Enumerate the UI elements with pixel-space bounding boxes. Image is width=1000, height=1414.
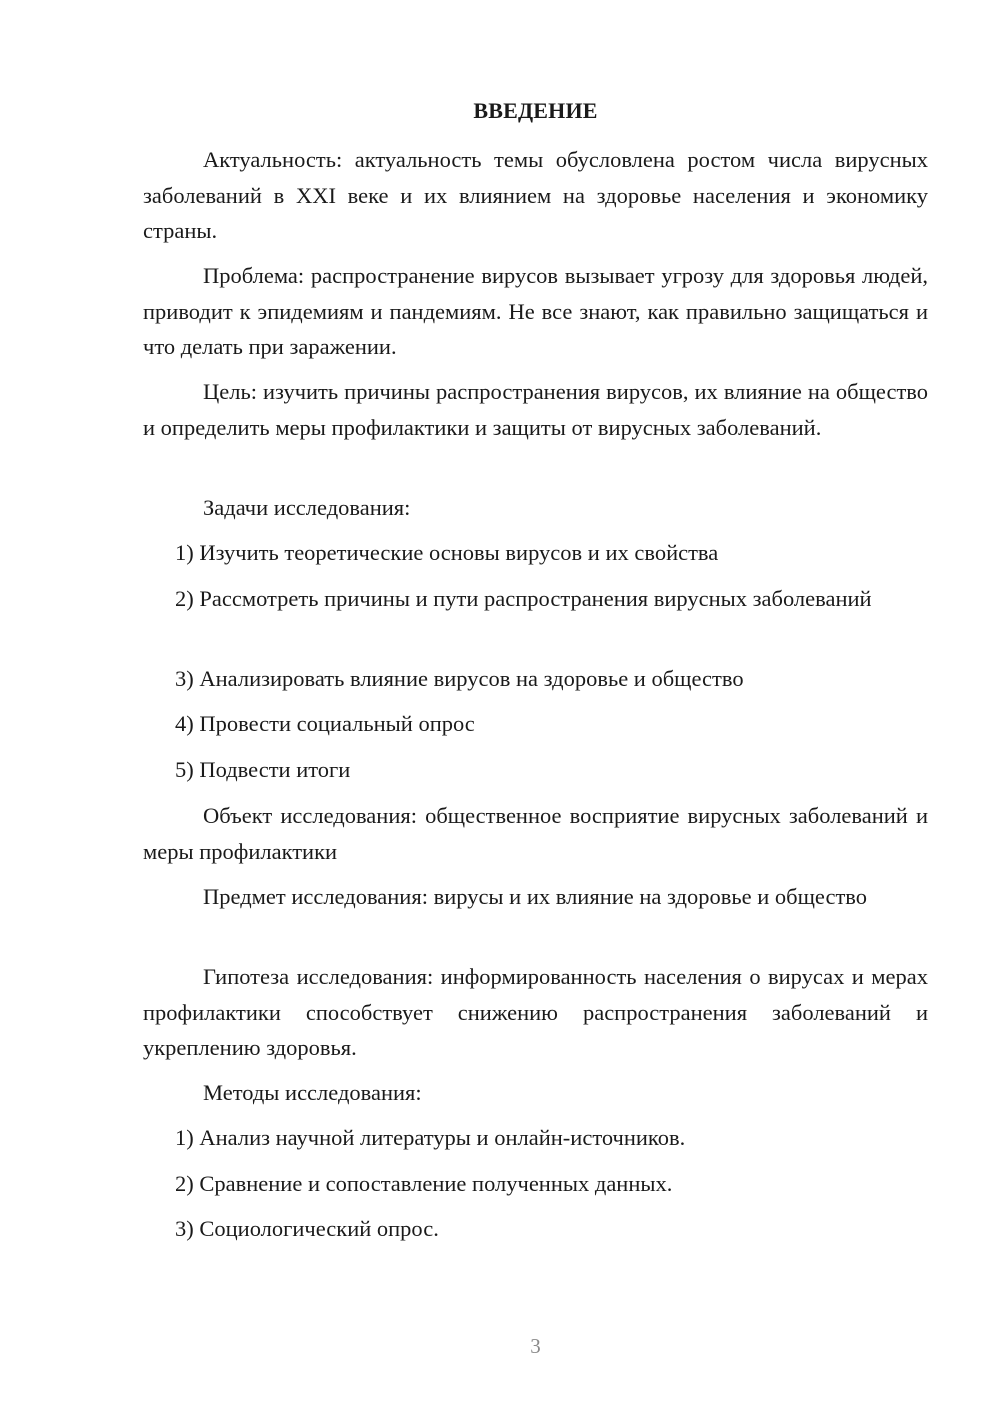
subject-paragraph: Предмет исследования: вирусы и их влияние на здоровье и общество [203,884,867,909]
page-number: 3 [530,1334,541,1358]
object-paragraph: Объект исследования: общественное восприятие вирусных заболеваний и меры профилактики [143,803,928,864]
task-item-2: 2) Рассмотреть причины и пути распространения вирусных заболеваний [175,586,872,611]
document-page [143,0,928,1414]
goal-paragraph: Цель: изучить причины распространения вирусов, их влияние на общество и определить меры профилактики и защиты от вирусных заболеваний. [143,379,928,440]
method-item-1: 1) Анализ научной литературы и онлайн-источников. [175,1125,686,1150]
relevance-paragraph: Актуальность: актуальность темы обусловлена ростом числа вирусных заболеваний в XXI веке и их влиянием на здоровье населения и экономику страны. [143,147,928,243]
task-item-3: 3) Анализировать влияние вирусов на здоровье и общество [175,666,744,691]
method-item-2: 2) Сравнение и сопоставление полученных данных. [175,1171,673,1196]
task-item-5: 5) Подвести итоги [175,757,351,782]
tasks-heading: Задачи исследования: [203,495,411,520]
methods-heading: Методы исследования: [203,1080,422,1105]
problem-paragraph: Проблема: распространение вирусов вызывает угрозу для здоровья людей, приводит к эпидемиям и пандемиям. Не все знают, как правильно защищаться и что делать при заражении. [143,263,928,359]
page-title: ВВЕДЕНИЕ [473,98,598,123]
method-item-3: 3) Социологический опрос. [175,1216,439,1241]
task-item-1: 1) Изучить теоретические основы вирусов и их свойства [175,540,719,565]
hypothesis-paragraph: Гипотеза исследования: информированность населения о вирусах и мерах профилактики способствует снижению распространения заболеваний и укреплению здоровья. [143,964,928,1060]
task-item-4: 4) Провести социальный опрос [175,711,475,736]
